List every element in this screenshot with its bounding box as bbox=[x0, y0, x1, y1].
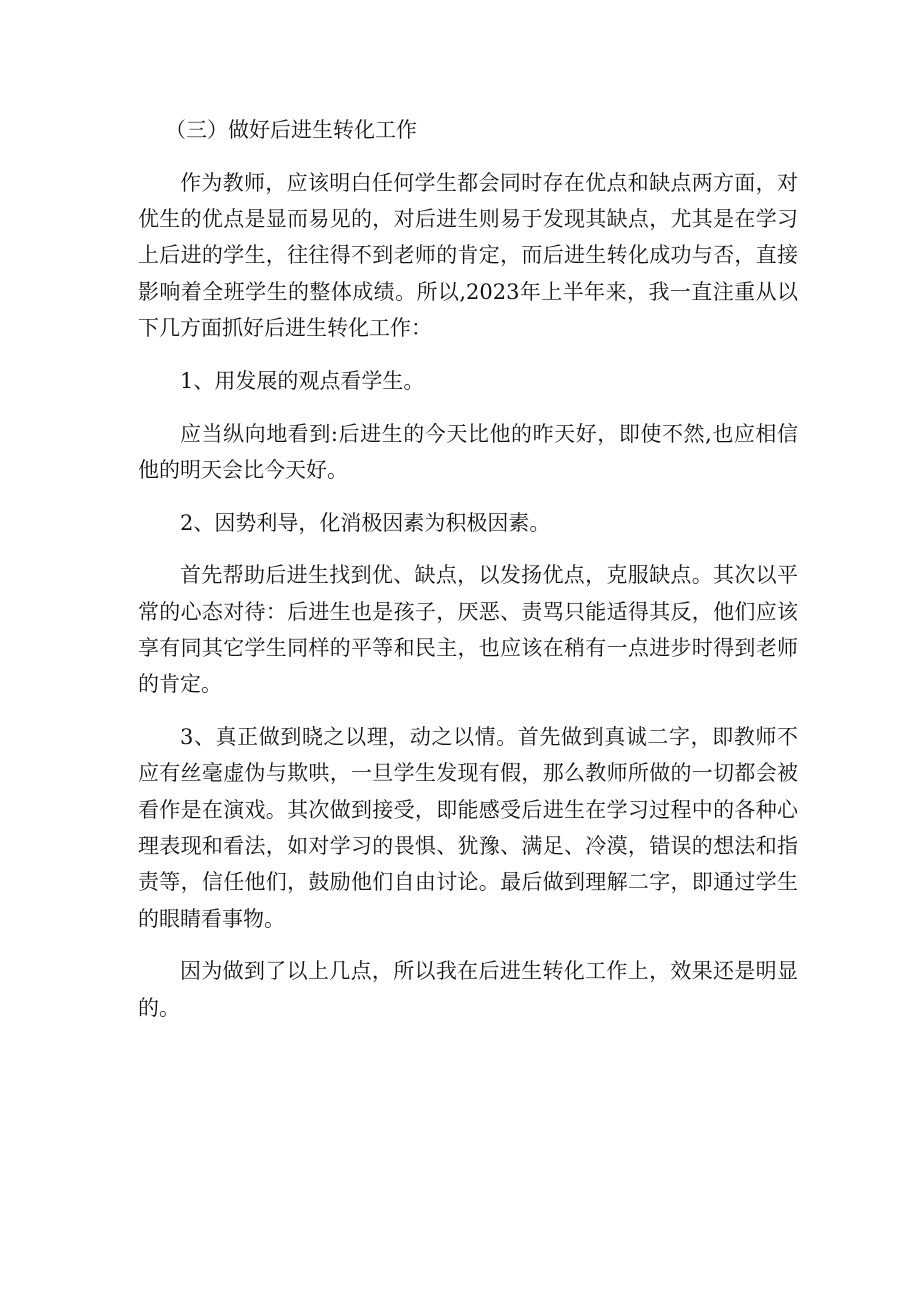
section-heading: （三）做好后进生转化工作 bbox=[165, 118, 417, 142]
paragraph-intro: 作为教师，应该明白任何学生都会同时存在优点和缺点两方面，对优生的优点是显而易见的，对后进生则易于发现其缺点，尤其是在学习上后进的学生，往往得不到老师的肯定，而后进生转化成功与否，直接影响着全班学生的整体成绩。所以,2023年上半年来，我一直注重从以下几方面抓好后进生转化工作： bbox=[138, 170, 798, 340]
point-3: 3、真正做到晓之以理，动之以情。首先做到真诚二字，即教师不应有丝毫虚伪与欺哄，一旦学生发现有假，那么教师所做的一切都会被看作是在演戏。其次做到接受，即能感受后进生在学习过程中的各种心理表现和看法，如对学习的畏惧、犹豫、满足、冷漠，错误的想法和指责等，信任他们，鼓励他们自由讨论。最后做到理解二字，即通过学生的眼睛看事物。 bbox=[138, 725, 798, 931]
point-1-title: 1、用发展的观点看学生。 bbox=[180, 368, 425, 393]
paragraph-conclusion: 因为做到了以上几点，所以我在后进生转化工作上，效果还是明显的。 bbox=[138, 959, 798, 1020]
point-2-body: 首先帮助后进生找到优、缺点，以发扬优点，克服缺点。其次以平常的心态对待：后进生也是孩子，厌恶、责骂只能适得其反，他们应该享有同其它学生同样的平等和民主，也应该在稍有一点进步时得到老师的肯定。 bbox=[138, 563, 798, 697]
point-1-body: 应当纵向地看到:后进生的今天比他的昨天好，即使不然,也应相信他的明天会比今天好。 bbox=[138, 421, 798, 482]
document-body bbox=[138, 112, 798, 1043]
point-2-title: 2、因势利导，化消极因素为积极因素。 bbox=[180, 510, 551, 535]
